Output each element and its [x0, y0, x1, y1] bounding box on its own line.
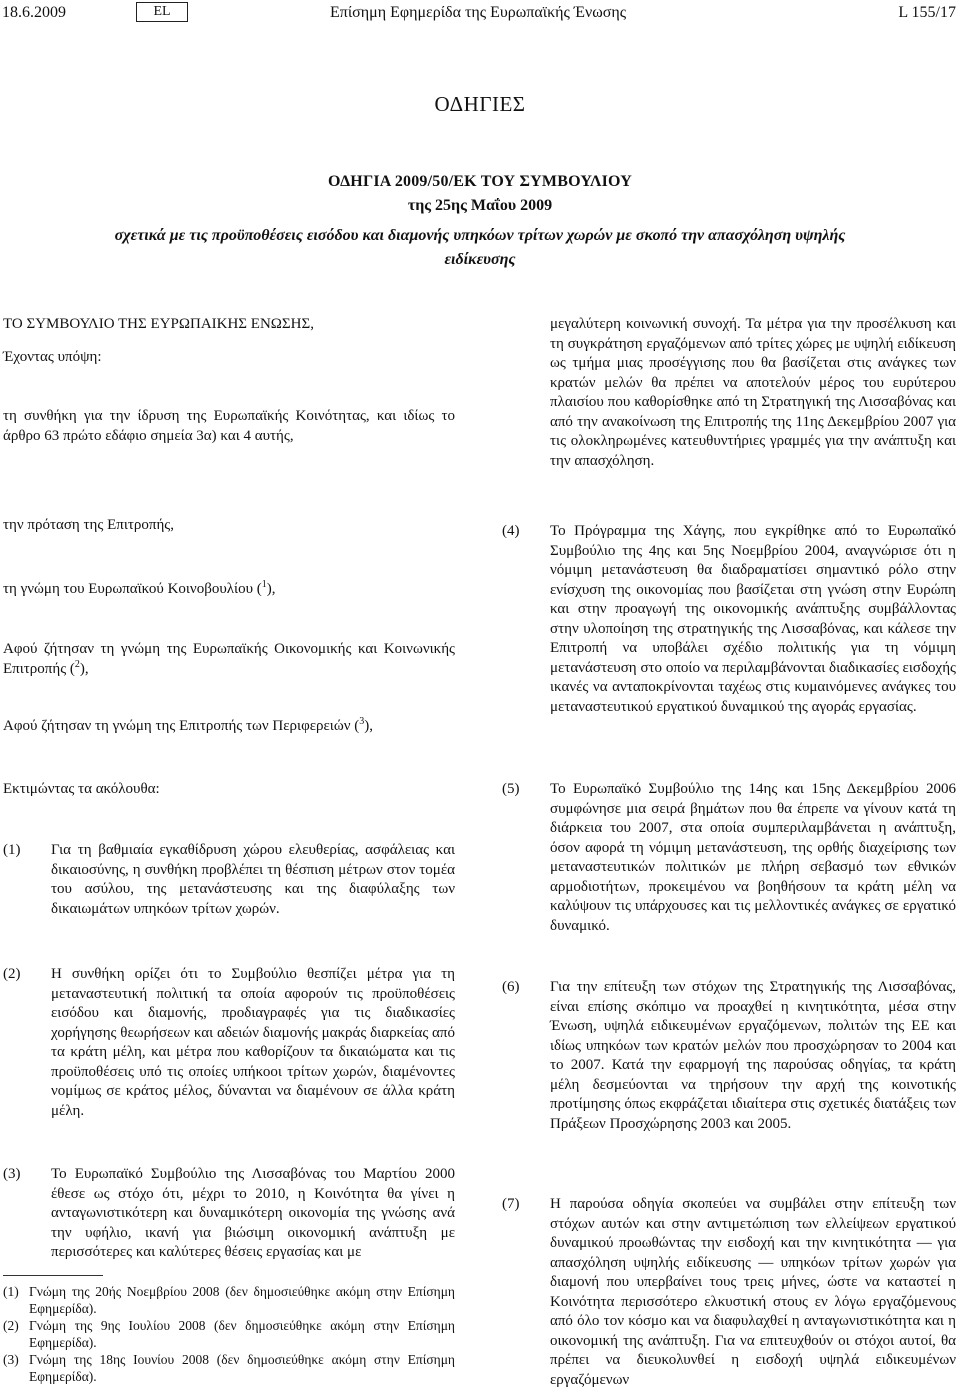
- recital-text: Το Ευρωπαϊκό Συμβούλιο της Λισσαβόνας του Μαρτίου 2000 έθεσε ως στόχο ότι, μέχρι το 2010, η Κοινότητα θα γίνει η ανταγωνιστικότερη και δυναμικότερη οικονομία της γνώσης ανά την υφήλιο, ικανή για βιώσιμη οικονομική ανάπτυξη με περισσότερες και καλύτερες θέσεις εργασίας και με: [51, 1166, 455, 1260]
- page-reference: L 155/17: [898, 4, 956, 21]
- directive-title: [80, 170, 880, 272]
- journal-title: Επίσημη Εφημερίδα της Ευρωπαϊκής Ένωσης: [330, 4, 627, 21]
- directive-date: της 25ης Μαΐου 2009: [407, 197, 553, 214]
- recital-text: Το Ευρωπαϊκό Συμβούλιο της 14ης και 15ης Δεκεμβρίου 2006 συμφώνησε μια σειρά βημάτων που θα έπρεπε να γίνουν κατά τη διάρκεια του 2007, στα οποία συμπεριλαμβάνεται η ανάπτυξη, όσον αφορά τη νόμιμη μετανάστευση, της ορθής διαχείρισης των μεταναστευτικών πολιτικών με πλήρη σεβασμό των εθνικών αρμοδιοτήτων, προκειμένου να βοηθήσουν τα κράτη μέλη να καλύψουν τις υπάρχουσες και τις μελλοντικές ανάγκες σε εργατικό δυναμικό.: [550, 781, 956, 934]
- recital-text: Η συνθήκη ορίζει ότι το Συμβούλιο θεσπίζει μέτρα για τη μεταναστευτική πολιτική τα οποία αφορούν τις προϋποθέσεις εισόδου και διαμονής, προδιαγραφές για τις διαδικασίες χορήγησης θεωρήσεων και αδειών διαμονής μακράς διαρκείας από τα κράτη μέλη, και μέτρα που καθορίζουν τα δικαιώματα και τις προϋποθέσεις υπό τις οποίες υπήκοοι τρίτων χωρών, διαμένοντες νομίμως σε κράτος μέλος, δύνανται να διαμένουν σε άλλα κράτη μέλη.: [51, 966, 455, 1119]
- language-badge: EL: [136, 2, 188, 22]
- recital-number: (5): [502, 781, 520, 797]
- recital-number: (7): [502, 1196, 520, 1212]
- recital-number: (3): [3, 1166, 21, 1182]
- section-title: ΟΔΗΓΙΕΣ: [434, 92, 526, 116]
- footnote-2: (2) Γνώμη της 9ης Ιουλίου 2008 (δεν δημοσιεύθηκε ακόμη στην Επίσημη Εφημερίδα).: [3, 1318, 455, 1350]
- directive-number: ΟΔΗΓΙΑ 2009/50/ΕΚ ΤΟΥ ΣΥΜΒΟΥΛΙΟΥ: [327, 173, 633, 190]
- recital-number: (1): [3, 842, 21, 858]
- footnote-ref-3: 3: [359, 716, 365, 727]
- recital-text: μεγαλύτερη κοινωνική συνοχή. Τα μέτρα για την προσέλκυση και τη συγκράτηση εργαζόμενων από τρίτες χώρες με υψηλή ειδίκευση ως τμήμα μιας προσέγγισης που θα βασίζεται στις ανάγκες των κρατών μελών θα πρέπει να αποτελούν μέρος του ευρύτερου πλαισίου που καθορίσθηκε από τη Στρατηγική της Λισσαβόνας και από την ανακοίνωση της Επιτροπής της 11ης Δεκεμβρίου 2007 για τις ολοκληρωμένες κατευθυντήριες γραμμές για την ανάπτυξη και την απασχόληση.: [550, 316, 956, 469]
- page-header: [0, 2, 960, 28]
- footnote-3: (3) Γνώμη της 18ης Ιουνίου 2008 (δεν δημοσιεύθηκε ακόμη στην Επίσημη Εφημερίδα).: [3, 1352, 455, 1384]
- citation-treaty: τη συνθήκη για την ίδρυση της Ευρωπαϊκής Κοινότητας, και ιδίως το άρθρο 63 πρώτο εδάφιο σημεία 3α) και 4 αυτής,: [3, 408, 455, 444]
- recital-text: Το Πρόγραμμα της Χάγης, που εγκρίθηκε από το Ευρωπαϊκό Συμβούλιο της 4ης και 5ης Νοεμβρίου 2004, αναγνώρισε ότι η νόμιμη μετανάστευση θα διαδραματίσει σημαντικό ρόλο στην ενίσχυση της οικονομίας που βασίζεται στη γνώση στην Ευρώπη και στην προαγωγή της οικονομικής ανάπτυξης συμβάλλοντας στην υλοποίηση της στρατηγικής της Λισσαβόνας, και κάλεσε την Επιτροπή να υποβάλει σχέδιο πολιτικής για τη νόμιμη μετανάστευση στο οποίο να περιλαμβάνονται διαδικασίες εισδοχής ικανές να ανταποκρίνονται ταχέως στις κυμαινόμενες ανάγκες του μεταναστευτικού εργατικού δυναμικού της αγοράς εργασίας.: [550, 523, 956, 715]
- publication-date: 18.6.2009: [2, 4, 66, 21]
- footnotes: [3, 1283, 455, 1385]
- recital-text: Για την επίτευξη των στόχων της Στρατηγικής της Λισσαβόνας, είναι επίσης σκόπιμο να προαχθεί η κινητικότητα, μέσα στην Ένωση, υψηλά ειδικευμένων εργαζόμενων, πολιτών της ΕΕ και ιδίως υπηκόων των κρατών μελών που προσχώρησαν το 2004 και το 2007. Κατά την εφαρμογή της παρούσας οδηγίας, τα κράτη μέλη δεσμεύονται να τηρήσουν την αρχή της κοινοτικής προτίμησης όπως εκφράζεται ιδιαίτερα στις σχετικές διατάξεις των Πράξεων Προσχώρησης 2003 και 2005.: [550, 979, 956, 1132]
- council-heading: ΤΟ ΣΥΜΒΟΥΛΙΟ ΤΗΣ ΕΥΡΩΠΑΙΚΗΣ ΕΝΩΣΗΣ,: [3, 316, 314, 332]
- citation-regions: Αφού ζήτησαν τη γνώμη της Επιτροπής των Περιφερειών ($^3$),: [3, 716, 373, 734]
- footnote-1: (1) Γνώμη της 20ής Νοεμβρίου 2008 (δεν δημοσιεύθηκε ακόμη στην Επίσημη Εφημερίδα).: [3, 1284, 455, 1316]
- footnote-ref-2: 2: [74, 658, 80, 670]
- having-regard: Έχοντας υπόψη:: [3, 349, 102, 365]
- whereas-heading: Εκτιμώντας τα ακόλουθα:: [3, 781, 160, 797]
- recital-number: (2): [3, 966, 21, 982]
- recital-text: Η παρούσα οδηγία σκοπεύει να συμβάλει στην επίτευξη των στόχων αυτών και στην αντιμετώπιση των ελλείψεων εργατικού δυναμικού προωθώντας την εισδοχή και την κινητικότητα — για απασχόληση υψηλής ειδίκευσης — υπηκόων τρίτων χωρών για διαμονή που υπερβαίνει τους τρεις μήνες, ώστε να καταστεί η Κοινότητα περισσότερο ελκυστική στους εν λόγω εργαζόμενους από όλο τον κόσμο και να διαφυλαχθεί η ανταγωνιστικότητα και η οικονομική της ανάπτυξη. Για να επιτευχθούν οι στόχοι αυτοί, θα πρέπει να διευκολυνθεί η εισδοχή υψηλά ειδικευμένων εργαζόμενων: [550, 1196, 956, 1388]
- directive-subject: σχετικά με τις προϋποθέσεις εισόδου και διαμονής υπηκόων τρίτων χωρών με σκοπό την απασχόληση υψηλής ειδίκευσης: [114, 227, 846, 268]
- citation-ecosoc: Αφού ζήτησαν τη γνώμη της Ευρωπαϊκής Οικονομικής και Κοινωνικής Επιτροπής ($^2$),: [3, 641, 455, 677]
- footnote-ref-1: 1: [261, 579, 267, 590]
- citation-proposal: την πρόταση της Επιτροπής,: [3, 517, 174, 533]
- citation-parliament: τη γνώμη του Ευρωπαϊκού Κοινοβουλίου ($^1$),: [3, 579, 276, 597]
- recital-number: (6): [502, 979, 520, 995]
- recital-text: Για τη βαθμιαία εγκαθίδρυση χώρου ελευθερίας, ασφάλειας και δικαιοσύνης, η συνθήκη προβλέπει τη θέσπιση μέτρων στον τομέα του ασύλου, της μετανάστευσης και της διαφύλαξης των δικαιωμάτων υπηκόων τρίτων χωρών.: [51, 842, 455, 917]
- footnote-divider: [3, 1275, 103, 1276]
- recital-number: (4): [502, 523, 520, 539]
